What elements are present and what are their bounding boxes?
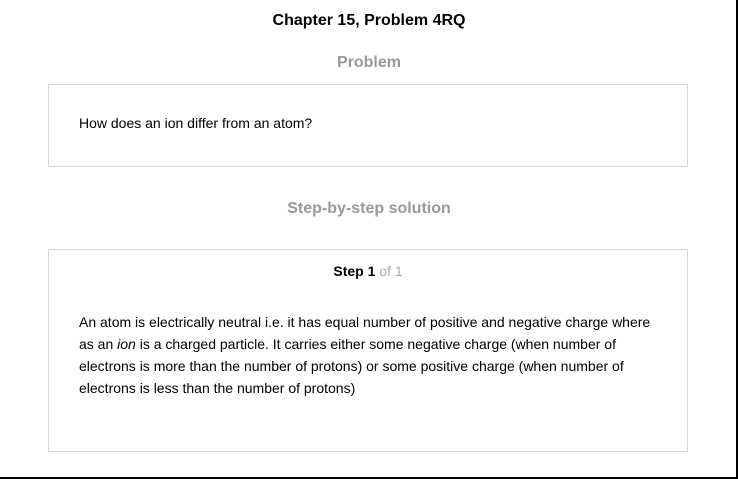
solution-text (79, 311, 659, 399)
solution-text-part2: is a charged particle. It carries either some negative charge (when number of electrons is more than the number of protons) or some positive charge (when number of electrons is less than the number of protons) (79, 336, 624, 396)
solution-box (48, 249, 688, 452)
page-title: Chapter 15, Problem 4RQ (272, 12, 466, 29)
problem-text: How does an ion differ from an atom? (79, 115, 313, 131)
step-number: Step 1 (333, 263, 376, 279)
solution-text-italic: ion (117, 336, 136, 352)
problem-heading: Problem (336, 54, 401, 71)
solution-heading: Step-by-step solution (287, 200, 451, 217)
step-total: of 1 (379, 263, 403, 279)
solution-text-part1: An atom is electrically neutral i.e. it has equal number of positive and negative charge where as an (79, 314, 651, 352)
step-label (49, 263, 687, 279)
problem-box (48, 84, 688, 167)
